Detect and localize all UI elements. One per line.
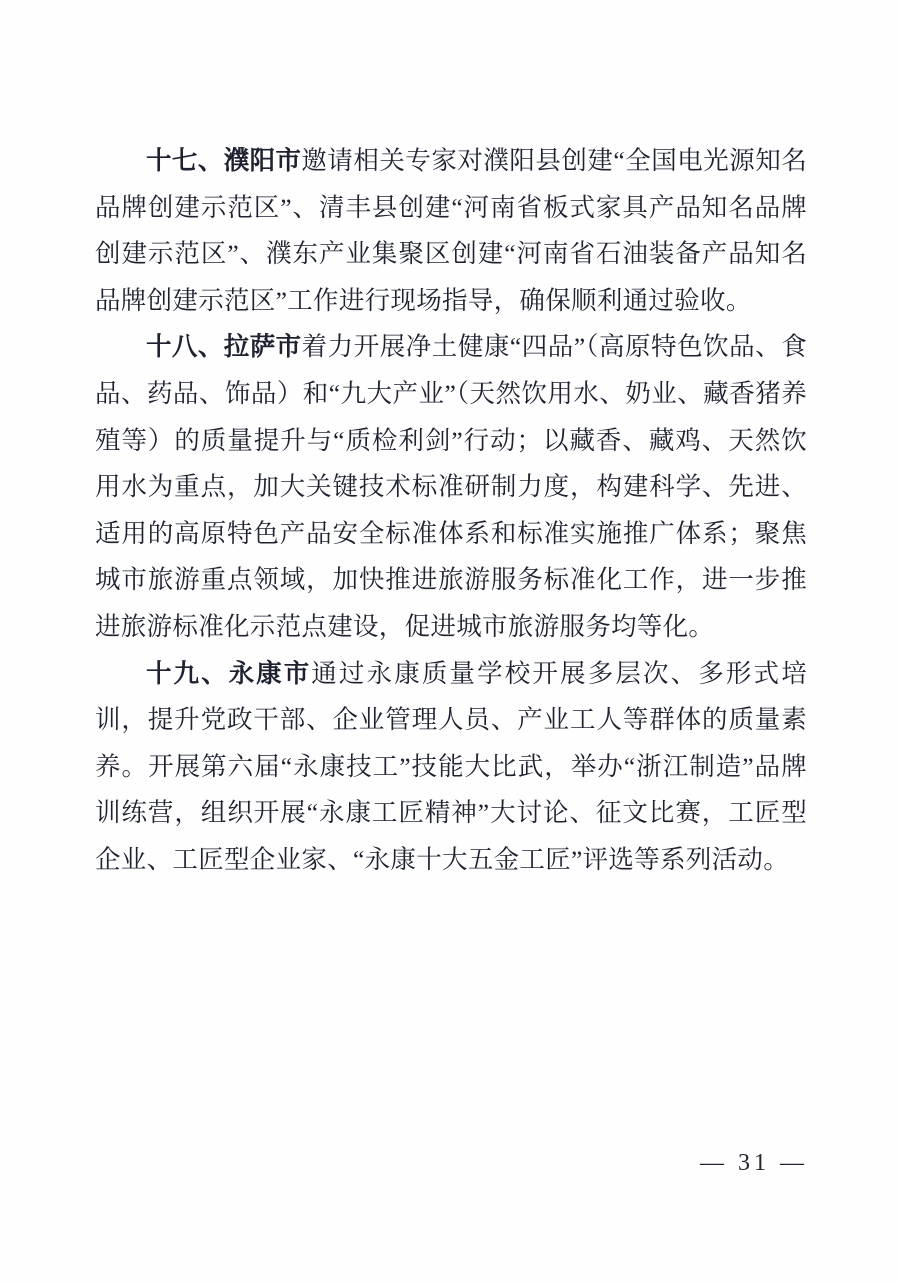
paragraph-19-text: 通过永康质量学校开展多层次、多形式培训，提升党政干部、企业管理人员、产业工人等群体的质量素养。开展第六届“永康技工”技能大比武，举办“浙江制造”品牌训练营，组织开展“永康工匠精神”大讨论、征文比赛，工匠型企业、工匠型企业家、“永康十大五金工匠”评选等系列活动。 [95, 658, 807, 874]
paragraph-18-text: 着力开展净土健康“四品”（高原特色饮品、食品、药品、饰品）和“九大产业”（天然饮用水、奶业、藏香猪养殖等）的质量提升与“质检利剑”行动；以藏香、藏鸡、天然饮用水为重点，加大关键技术标准研制力度，构建科学、先进、适用的高原特色产品安全标准体系和标准实施推广体系；聚焦城市旅游重点领域，加快推进旅游服务标准化工作，进一步推进旅游标准化示范点建设，促进城市旅游服务均等化。 [95, 332, 808, 641]
page-number: — 31 — [700, 1150, 808, 1176]
document-body [95, 138, 807, 884]
paragraph-17-lead: 十七、濮阳市 [146, 147, 302, 175]
paragraph-18 [95, 324, 807, 650]
paragraph-17-text: 邀请相关专家对濮阳县创建“全国电光源知名品牌创建示范区”、清丰县创建“河南省板式家具产品知名品牌创建示范区”、濮东产业集聚区创建“河南省石油装备产品知名品牌创建示范区”工作进行现场指导，确保顺利通过验收。 [95, 146, 808, 315]
paragraph-19 [95, 651, 807, 884]
paragraph-19-lead: 十九、永康市 [146, 659, 312, 688]
paragraph-18-lead: 十八、拉萨市 [146, 333, 302, 362]
paragraph-17 [95, 138, 807, 324]
